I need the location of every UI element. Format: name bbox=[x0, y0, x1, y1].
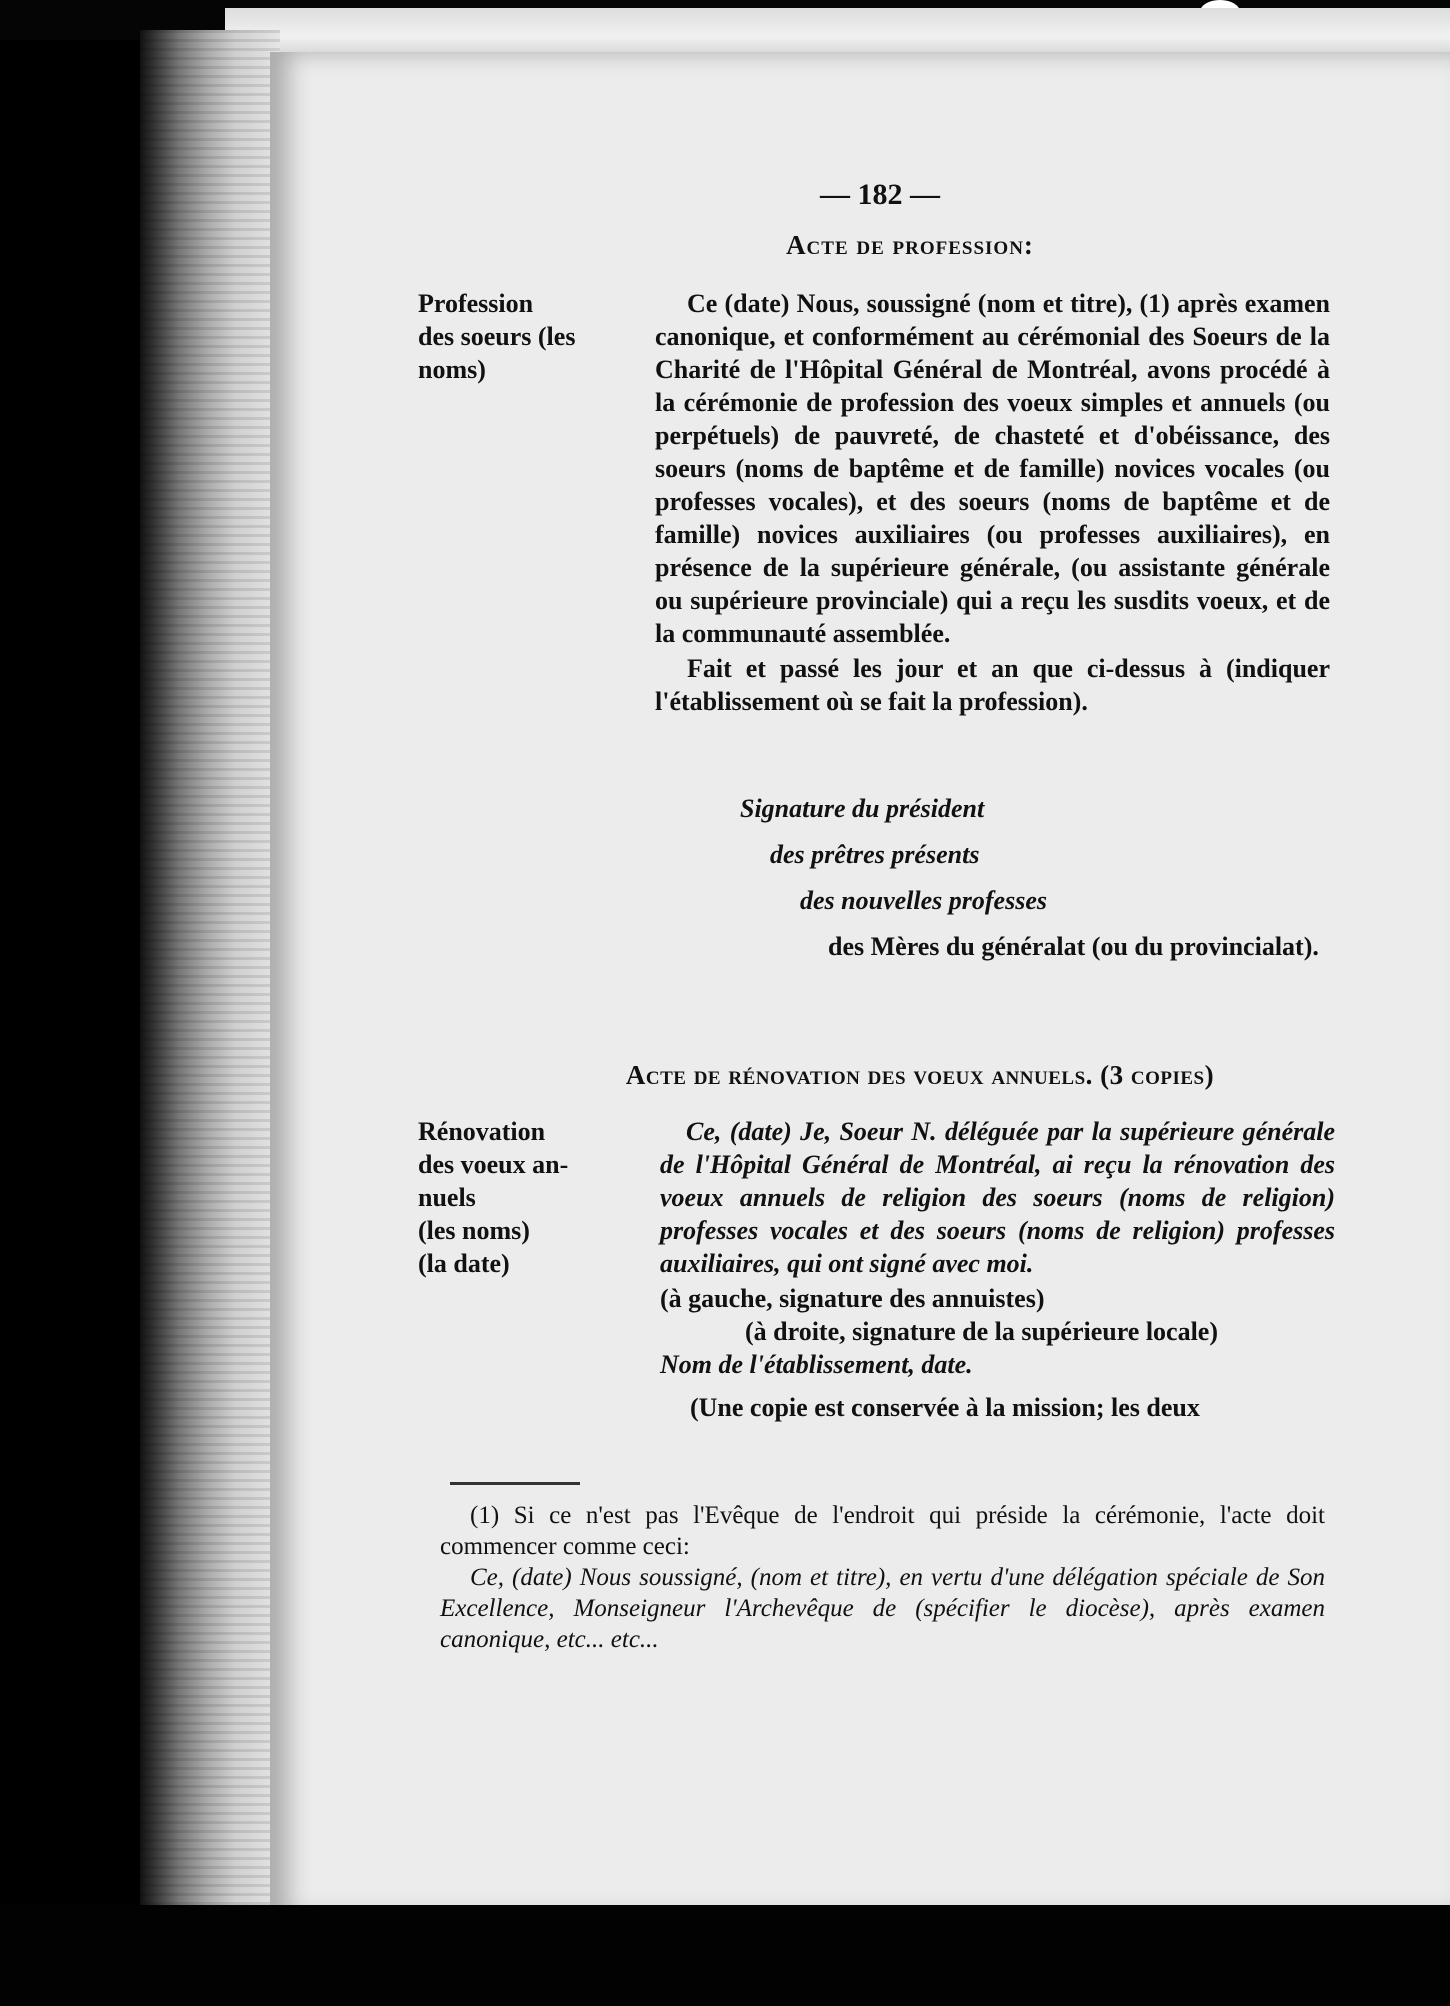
signature-right-note: (à droite, signature de la supérieure locale) bbox=[745, 1317, 1219, 1346]
signature-line-1: Signature du président bbox=[740, 794, 985, 823]
profession-act-body bbox=[655, 287, 1330, 718]
section-title-renovation: Acte de rénovation des voeux annuels. (3 copies) bbox=[625, 1060, 1215, 1090]
footnote-example: Ce, (date) Nous soussigné, (nom et titre), en vertu d'une délégation spéciale de Son Excellence, Monseigneur l'Archevêque de (spécifier le diocèse), après examen canonique, etc... etc... bbox=[440, 1564, 1325, 1653]
signature-line-4: des Mères du généralat (ou du provincialat). bbox=[828, 932, 1319, 961]
renovation-continuation: (Une copie est conservée à la mission; les deux bbox=[690, 1393, 1200, 1422]
profession-closing: Fait et passé les jour et an que ci-dessus à (indiquer l'établissement où se fait la profession). bbox=[655, 654, 1330, 716]
signature-line-2: des prêtres présents bbox=[770, 840, 980, 869]
profession-paragraph: Ce (date) Nous, soussigné (nom et titre), (1) après examen canonique, et conformément au cérémonial des Soeurs de la Charité de l'Hôpital Général de Montréal, avons procédé à la cérémonie de profession des voeux simples et annuels (ou perpétuels) de pauvreté, de chasteté et d'obéissance, des soeurs (noms de baptême et de famille) novices vocales (ou professes vocales), et des soeurs (noms de baptême et de famille) novices auxiliaires (ou professes auxiliaires), en présence de la supérieure générale, (ou assistante générale ou supérieure provinciale) qui a reçu les susdits voeux, et de la communauté assemblée. bbox=[655, 289, 1330, 648]
renovation-paragraph: Ce, (date) Je, Soeur N. déléguée par la supérieure générale de l'Hôpital Général de Montréal, ai reçu la rénovation des voeux annuels de religion des soeurs (noms de religion) professes vocales et des soeurs (noms de religion) professes auxiliaires, qui ont signé avec moi. bbox=[660, 1117, 1335, 1278]
margin-note-renovation: Rénovation des voeux an- nuels (les noms) (la date) bbox=[418, 1117, 569, 1278]
footnote-text: (1) Si ce n'est pas l'Evêque de l'endroit qui préside la cérémonie, l'acte doit commencer comme ceci: bbox=[440, 1502, 1325, 1560]
signature-line-3: des nouvelles professes bbox=[800, 886, 1047, 915]
book-spine bbox=[140, 30, 280, 1920]
section-title-profession: Acte de profession: bbox=[786, 230, 1034, 260]
renovation-act-body bbox=[660, 1115, 1335, 1424]
footnote-separator bbox=[450, 1482, 580, 1485]
signature-left-note: (à gauche, signature des annuistes) bbox=[660, 1284, 1045, 1313]
bottom-border bbox=[0, 1905, 1450, 2006]
page-number: — 182 — bbox=[820, 178, 940, 211]
margin-note-profession: Profession des soeurs (les noms) bbox=[418, 289, 576, 384]
establishment-date-line: Nom de l'établissement, date. bbox=[660, 1350, 973, 1379]
footnote bbox=[440, 1500, 1325, 1655]
